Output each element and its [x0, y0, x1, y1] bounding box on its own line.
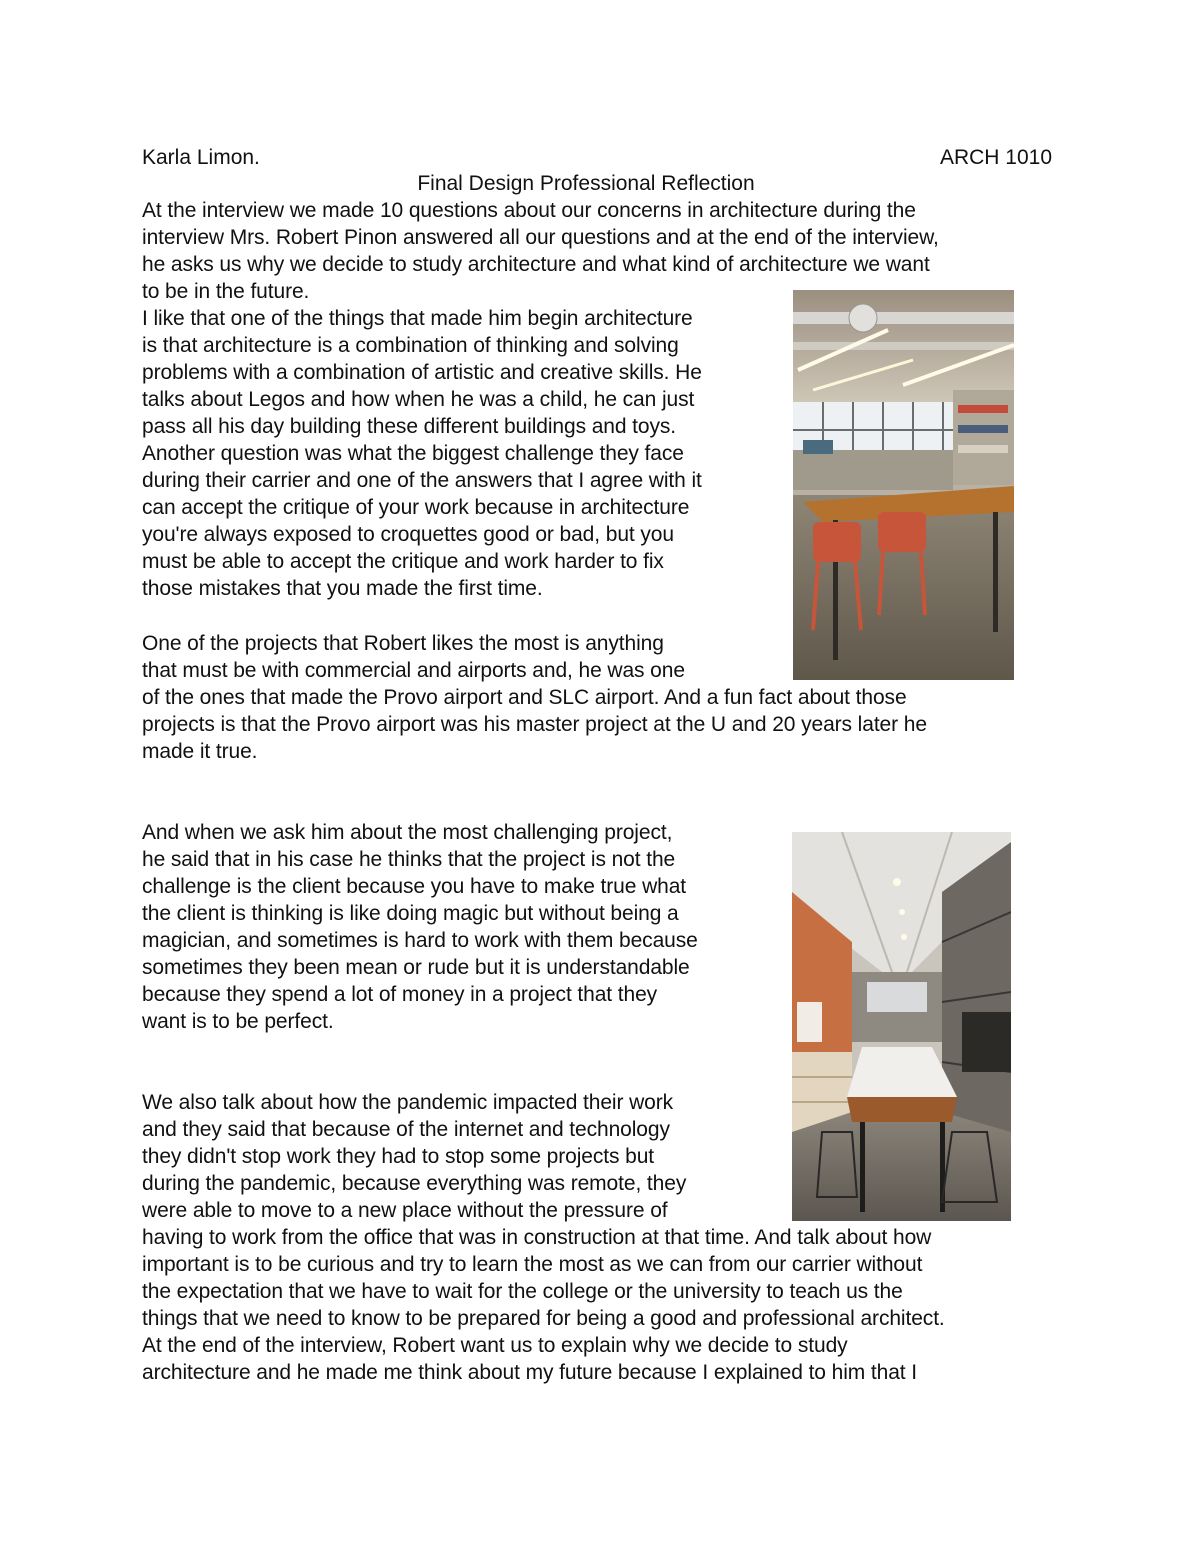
text-line: he asks us why we decide to study architecture and what kind of architecture we want: [142, 253, 930, 276]
text-line: problems with a combination of artistic and creative skills. He: [142, 361, 702, 384]
text-line: having to work from the office that was in construction at that time. And talk about how: [142, 1226, 932, 1249]
text-line: At the end of the interview, Robert want us to explain why we decide to study: [142, 1334, 848, 1357]
document-title: Final Design Professional Reflection: [417, 172, 755, 195]
text-line: talks about Legos and how when he was a child, he can just: [142, 388, 695, 411]
author-name: Karla Limon.: [142, 146, 260, 169]
text-line: We also talk about how the pandemic impacted their work: [142, 1091, 674, 1114]
text-line: Another question was what the biggest challenge they face: [142, 442, 684, 465]
text-line: pass all his day building these different buildings and toys.: [142, 415, 677, 438]
text-line: the client is thinking is like doing magic but without being a: [142, 902, 679, 925]
text-line: I like that one of the things that made him begin architecture: [142, 307, 693, 330]
course-code: ARCH 1010: [939, 146, 1052, 169]
text-line: you're always exposed to croquettes good or bad, but you: [142, 523, 674, 546]
text-line: during their carrier and one of the answers that I agree with it: [142, 469, 702, 492]
text-line: made it true.: [142, 740, 258, 763]
office-interior-photo: [793, 290, 1014, 680]
text-line: can accept the critique of your work because in architecture: [142, 496, 690, 519]
text-line: they didn't stop work they had to stop some projects but: [142, 1145, 655, 1168]
text-line: he said that in his case he thinks that the project is not the: [142, 848, 676, 871]
text-line: to be in the future.: [142, 280, 310, 303]
text-line: must be able to accept the critique and work harder to fix: [142, 550, 664, 573]
text-line: because they spend a lot of money in a project that they: [142, 983, 658, 1006]
text-line: that must be with commercial and airports and, he was one: [142, 659, 685, 682]
atrium-hall-photo: [792, 832, 1011, 1221]
text-line: those mistakes that you made the first time.: [142, 577, 543, 600]
text-line: important is to be curious and try to learn the most as we can from our carrier without: [142, 1253, 923, 1276]
text-line: interview Mrs. Robert Pinon answered all our questions and at the end of the interview,: [142, 226, 939, 249]
text-line: and they said that because of the internet and technology: [142, 1118, 670, 1141]
text-line: things that we need to know to be prepared for being a good and professional architect.: [142, 1307, 945, 1330]
text-line: challenge is the client because you have to make true what: [142, 875, 687, 898]
text-line: sometimes they been mean or rude but it is understandable: [142, 956, 690, 979]
text-line: the expectation that we have to wait for the college or the university to teach us the: [142, 1280, 903, 1303]
text-line: projects is that the Provo airport was his master project at the U and 20 years later he: [142, 713, 927, 736]
text-line: And when we ask him about the most challenging project,: [142, 821, 673, 844]
text-line: magician, and sometimes is hard to work with them because: [142, 929, 698, 952]
text-line: of the ones that made the Provo airport and SLC airport. And a fun fact about those: [142, 686, 907, 709]
text-line: architecture and he made me think about my future because I explained to him that I: [142, 1361, 917, 1384]
text-line: were able to move to a new place without the pressure of: [142, 1199, 668, 1222]
text-line: want is to be perfect.: [142, 1010, 334, 1033]
text-line: At the interview we made 10 questions about our concerns in architecture during the: [142, 199, 916, 222]
text-line: is that architecture is a combination of thinking and solving: [142, 334, 679, 357]
text-line: One of the projects that Robert likes the most is anything: [142, 632, 664, 655]
text-line: during the pandemic, because everything was remote, they: [142, 1172, 687, 1195]
